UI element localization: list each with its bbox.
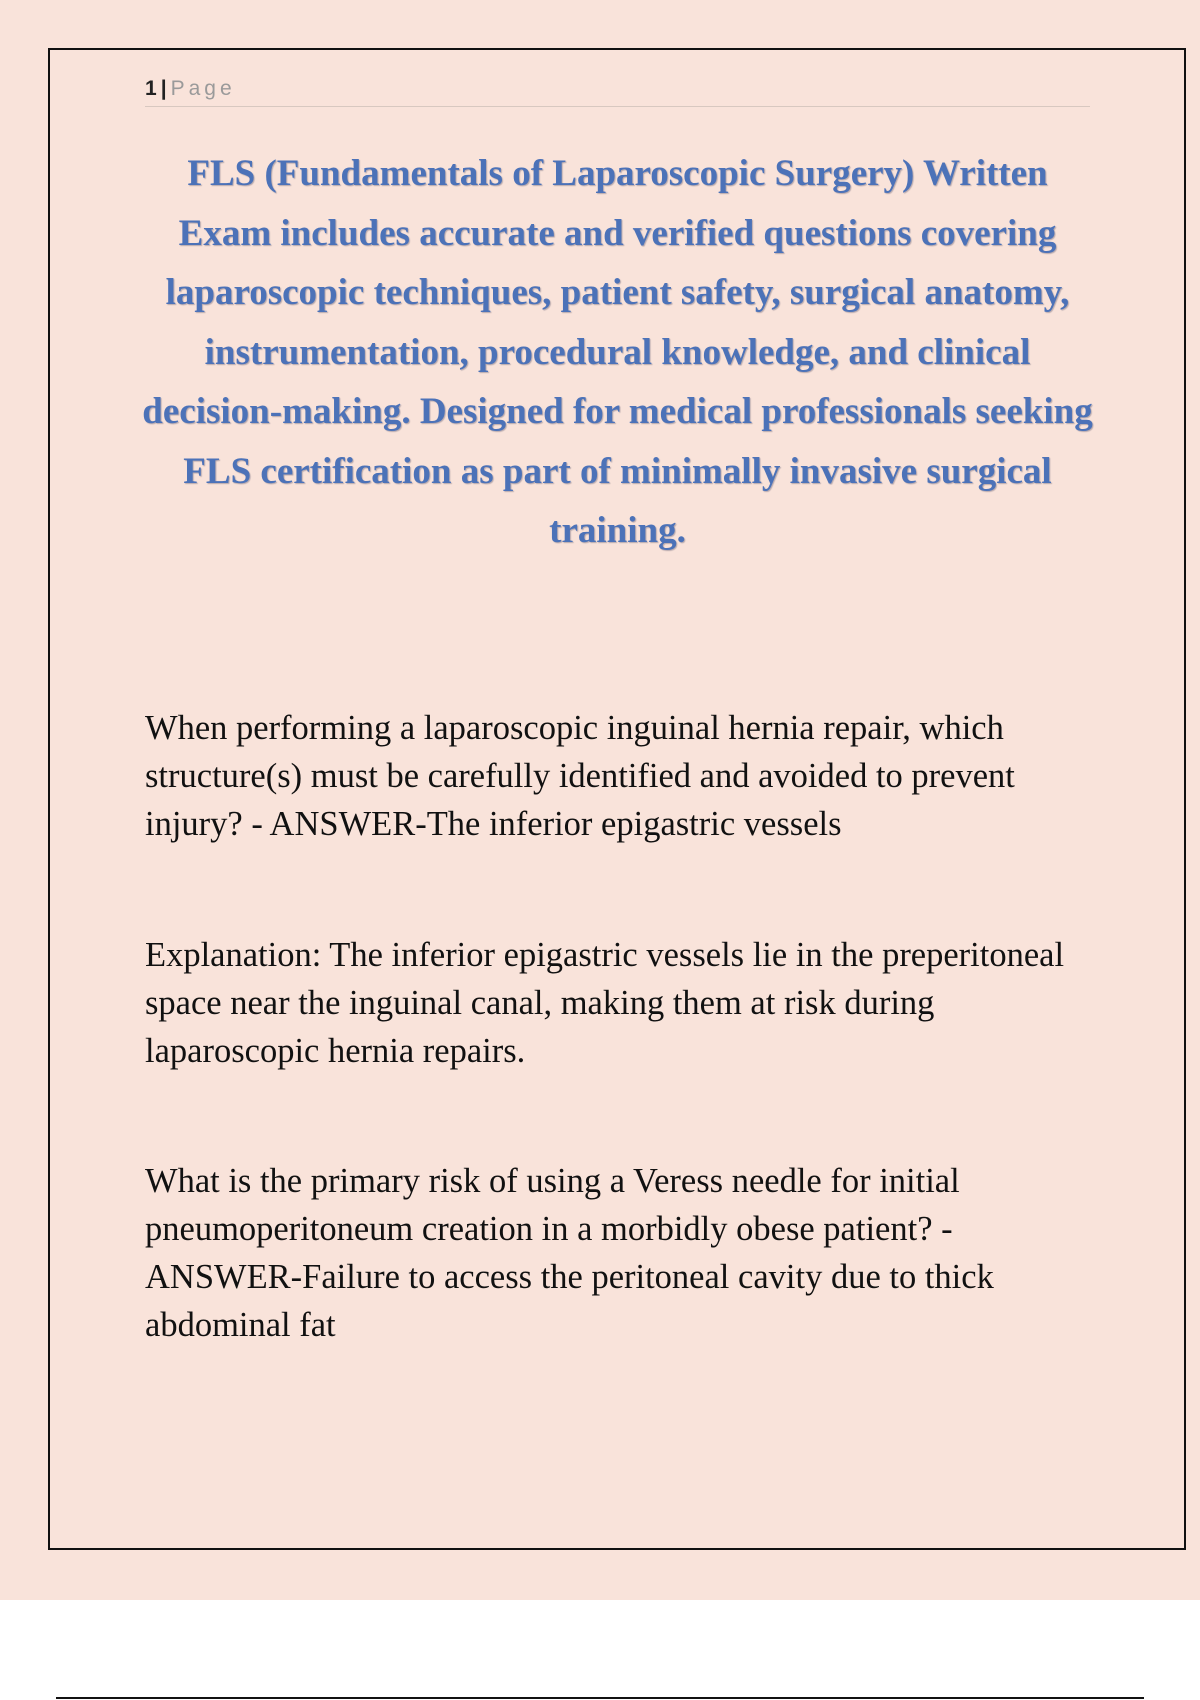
page-separator: |	[160, 77, 167, 100]
page-number: 1	[145, 77, 157, 100]
bottom-divider	[56, 1697, 1144, 1699]
page-label: Page	[170, 77, 236, 100]
page-header	[145, 74, 1090, 107]
explanation-1: Explanation: The inferior epigastric vessels lie in the preperitoneal space near the inguinal canal, making them at risk during laparoscopic hernia repairs.	[145, 936, 1065, 1070]
question-answer-1: When performing a laparoscopic inguinal hernia repair, which structure(s) must be carefully identified and avoided to prevent injury? - ANSWER-The inferior epigastric vessels	[145, 709, 1015, 843]
question-answer-2: What is the primary risk of using a Veress needle for initial pneumoperitoneum creation in a morbidly obese patient? - ANSWER-Failure to access the peritoneal cavity due to thick abdominal fat	[145, 1162, 994, 1344]
document-title: FLS (Fundamentals of Laparoscopic Surgery) Written Exam includes accurate and verified questions covering laparoscopic techniques, patient safety, surgical anatomy, instrumentation, procedural knowledge, and clinical decision-making. Designed for medical professionals seeking FLS certification as part of minimally invasive surgical training.	[142, 153, 1093, 551]
